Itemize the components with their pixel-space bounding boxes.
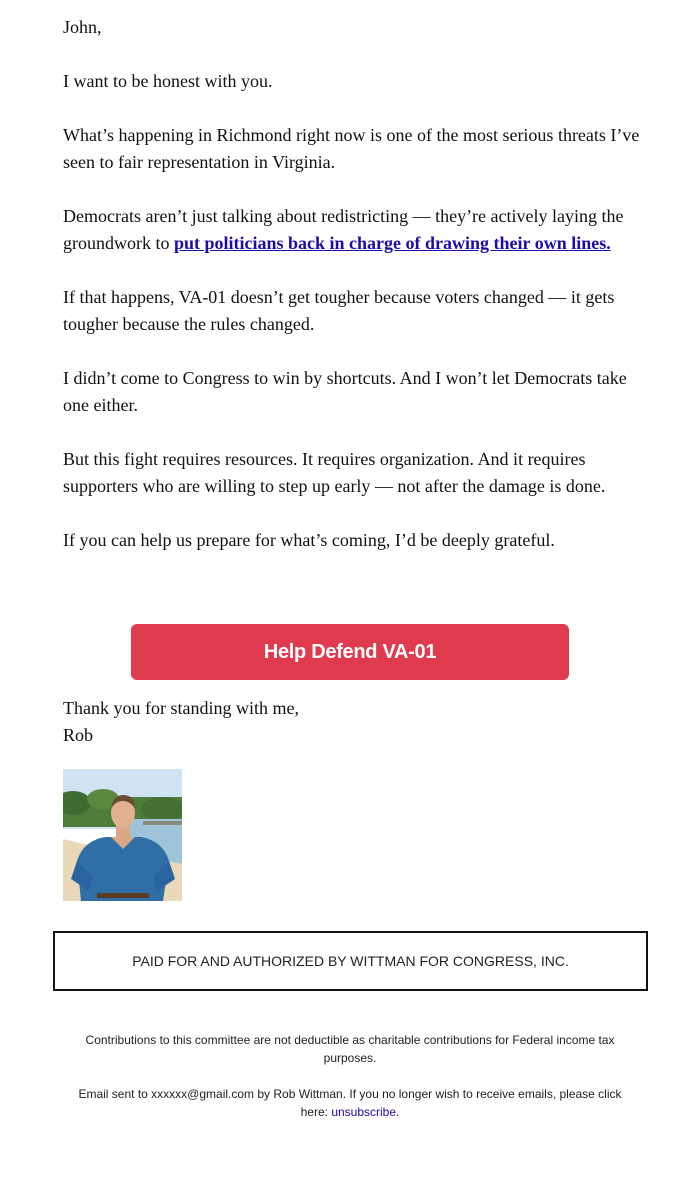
- tax-note: [70, 1031, 630, 1067]
- paragraph-redistricting: [63, 203, 653, 257]
- paragraph-grateful: If you can help us prepare for what’s coming, I’d be deeply grateful.: [63, 530, 555, 550]
- help-defend-button[interactable]: Help Defend VA-01: [131, 624, 569, 680]
- sent-to-text: Email sent to xxxxxx@gmail.com by Rob Wittman. If you no longer wish to receive emails, please click here:: [78, 1087, 622, 1119]
- signoff: [63, 695, 563, 749]
- sent-to-period: .: [396, 1105, 400, 1119]
- portrait-photo-icon: [63, 769, 182, 901]
- disclaimer-text: PAID FOR AND AUTHORIZED BY WITTMAN FOR CONGRESS, INC.: [132, 953, 569, 969]
- politicians-lines-link[interactable]: put politicians back in charge of drawing their own lines.: [174, 233, 611, 253]
- paragraph-shortcuts: I didn’t come to Congress to win by shortcuts. And I won’t let Democrats take one either.: [63, 368, 627, 415]
- greeting: John,: [63, 17, 102, 37]
- paragraph-va01: If that happens, VA-01 doesn’t get tougher because voters changed — it gets tougher because the rules changed.: [63, 287, 615, 334]
- cta-container: [131, 624, 569, 680]
- sent-to-note: [70, 1085, 630, 1121]
- unsubscribe-link[interactable]: unsubscribe: [331, 1105, 397, 1119]
- email-body: [63, 14, 653, 581]
- paragraph-resources: But this fight requires resources. It requires organization. And it requires supporters who are willing to step up early — not after the damage is done.: [63, 449, 606, 496]
- signature-name: Rob: [63, 725, 94, 745]
- paragraph-richmond: What’s happening in Richmond right now is one of the most serious threats I’ve seen to fair representation in Virginia.: [63, 125, 640, 172]
- portrait-photo: [63, 769, 182, 901]
- paid-for-disclaimer: [53, 931, 648, 991]
- paragraph-redistricting-text: Democrats aren’t just talking about redistricting — they’re actively laying the groundwork to: [63, 206, 624, 253]
- paragraph-honest: I want to be honest with you.: [63, 71, 273, 91]
- signoff-line: Thank you for standing with me,: [63, 698, 299, 718]
- tax-note-text: Contributions to this committee are not deductible as charitable contributions for Federal income tax purposes.: [85, 1033, 615, 1065]
